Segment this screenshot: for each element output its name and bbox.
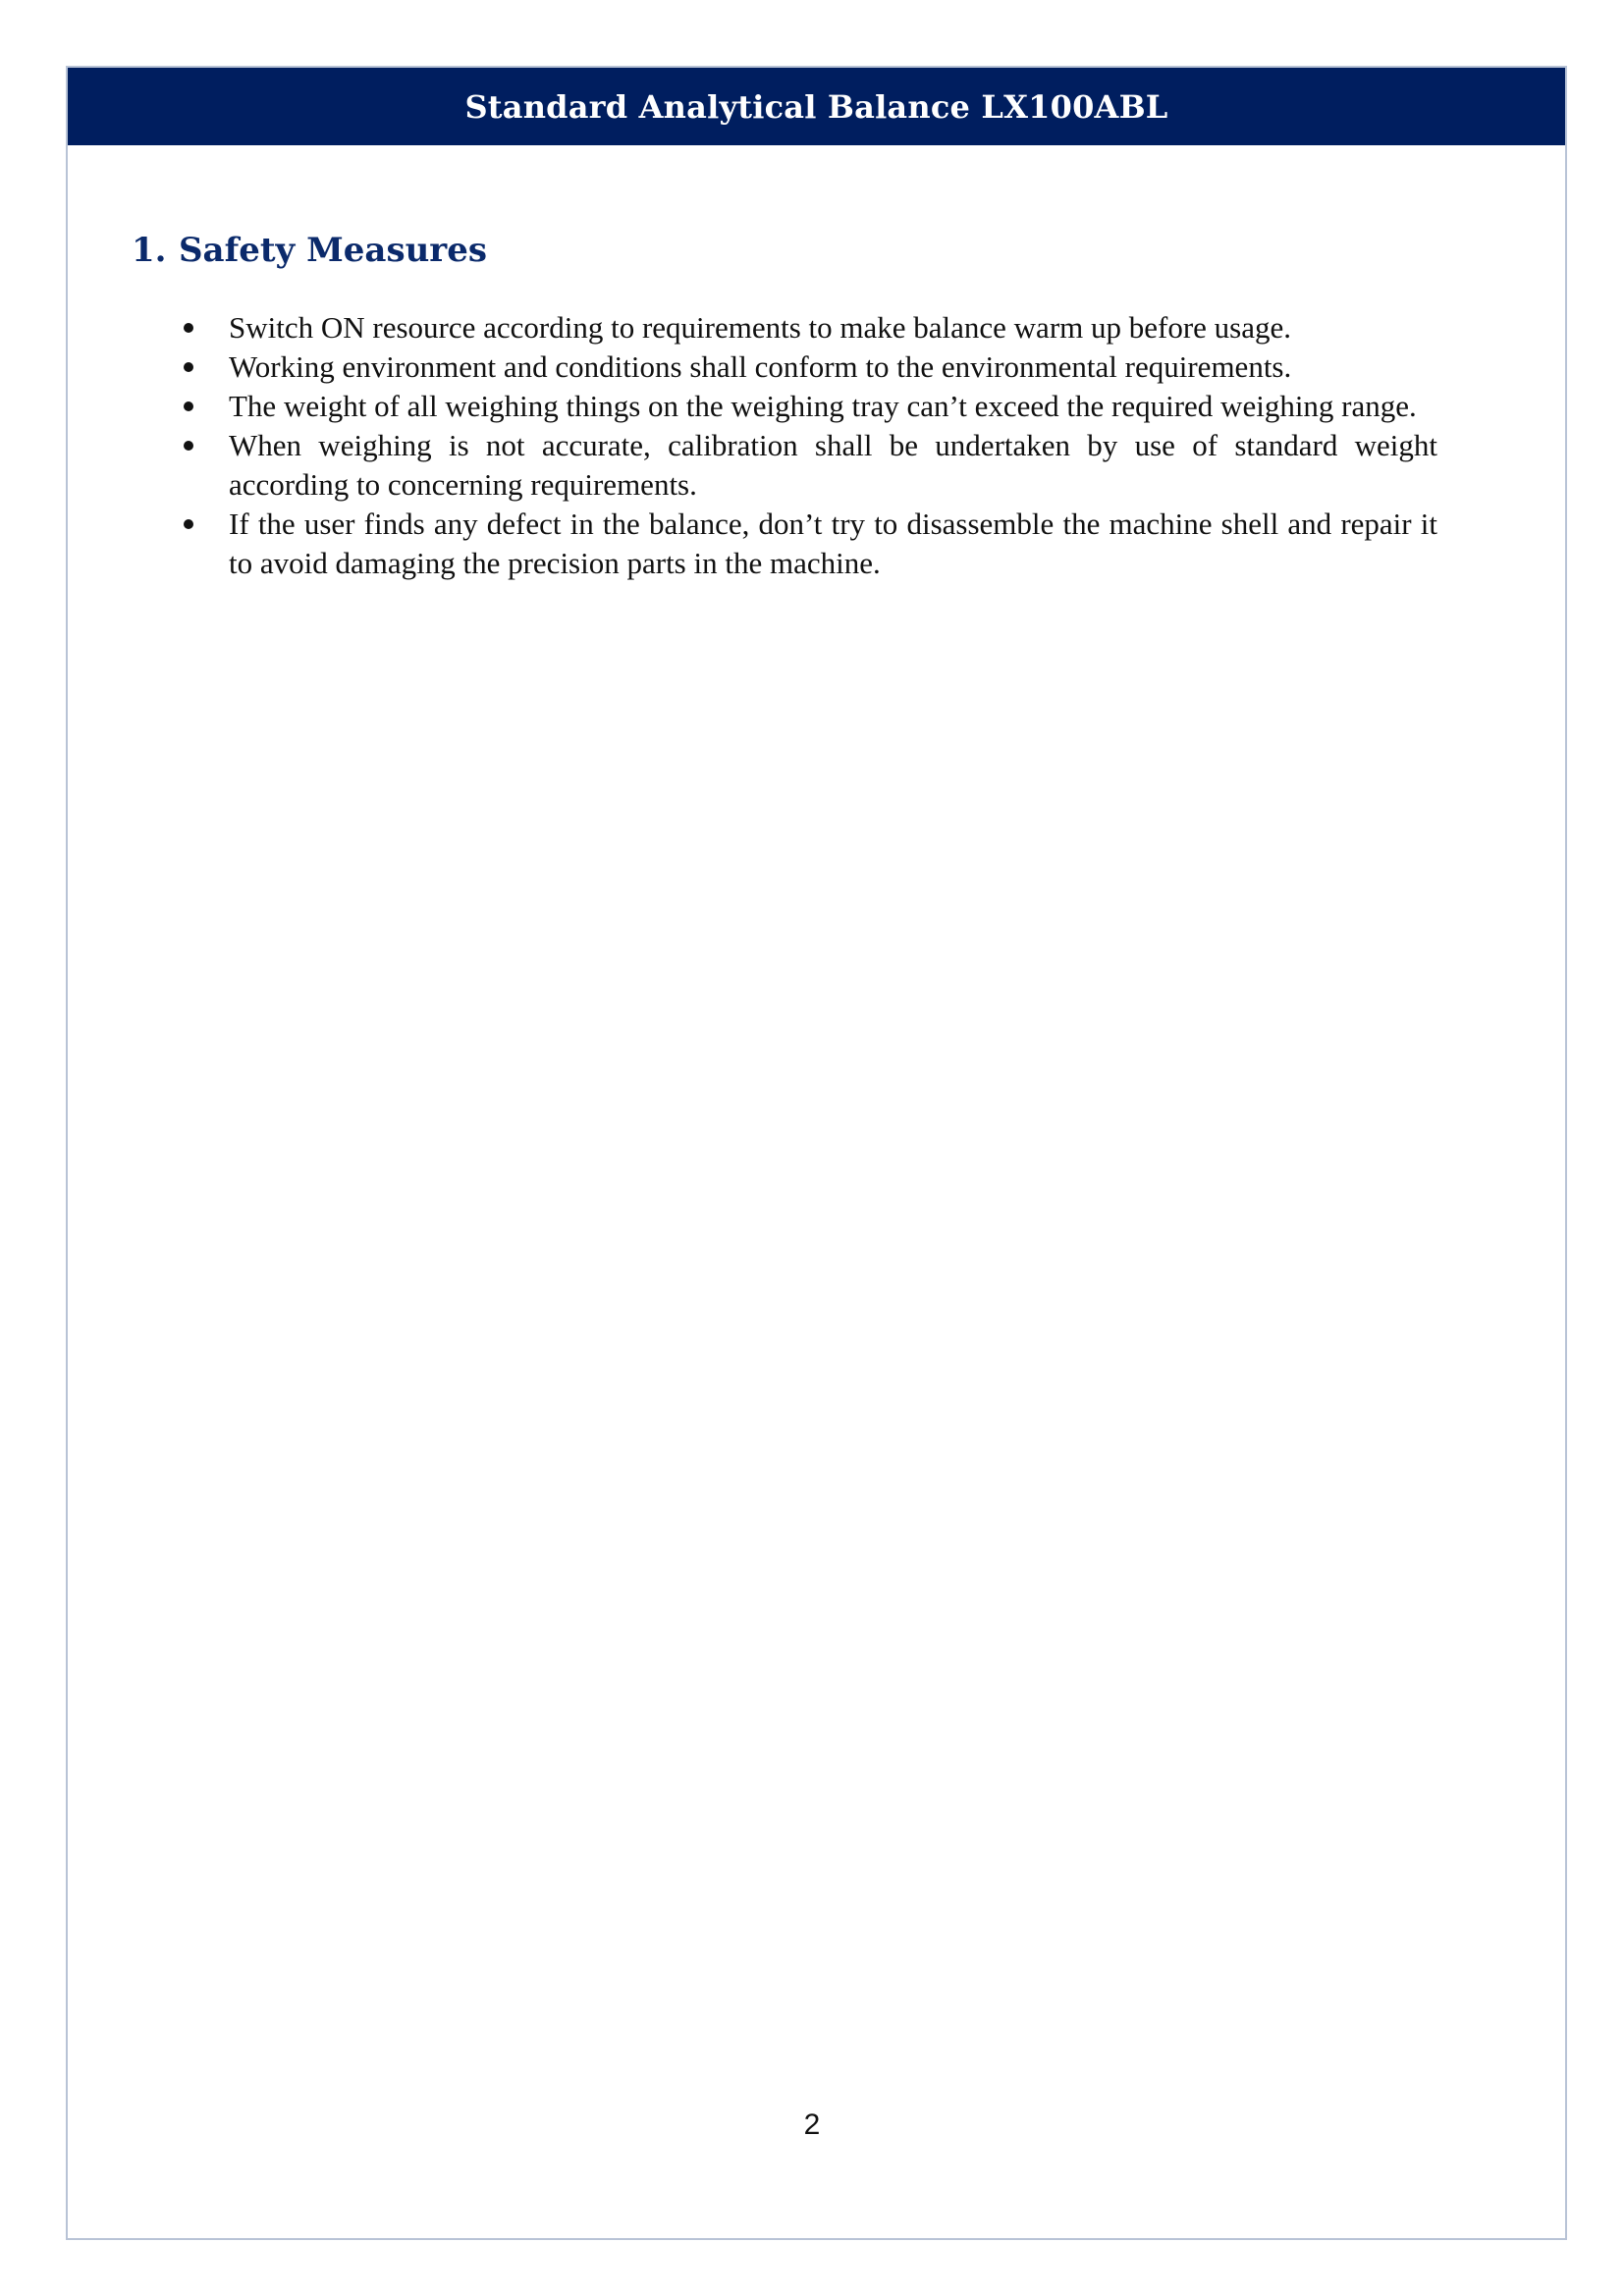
safety-measures-section xyxy=(132,231,1437,583)
header-bar xyxy=(68,68,1565,145)
list-item-text: Switch ON resource according to requirements to make balance warm up before usage. xyxy=(229,309,1292,345)
bullet-icon xyxy=(184,401,193,411)
safety-bullet-list xyxy=(132,308,1437,583)
list-item xyxy=(132,387,1437,426)
list-item-text: Working environment and conditions shall conform to the environmental requirements. xyxy=(229,348,1292,384)
page-number: 2 xyxy=(803,2109,821,2141)
bullet-icon xyxy=(184,323,193,333)
section-heading xyxy=(132,231,1437,271)
section-number: 1. xyxy=(132,231,167,270)
section-title: Safety Measures xyxy=(179,231,487,270)
list-item-text: If the user finds any defect in the balance, don’t try to disassemble the machine shell and repair it to avoid damaging the precision parts in the machine. xyxy=(229,506,1437,580)
bullet-icon xyxy=(184,441,193,451)
bullet-icon xyxy=(184,362,193,372)
list-item xyxy=(132,347,1437,387)
list-item-text: The weight of all weighing things on the weighing tray can’t exceed the required weighing range. xyxy=(229,388,1417,423)
list-item xyxy=(132,308,1437,347)
list-item xyxy=(132,505,1437,583)
bullet-icon xyxy=(184,519,193,529)
list-item-text: When weighing is not accurate, calibration shall be undertaken by use of standard weight according to concerning requirements. xyxy=(229,427,1437,502)
list-item xyxy=(132,426,1437,505)
document-title: Standard Analytical Balance LX100ABL xyxy=(464,87,1168,126)
